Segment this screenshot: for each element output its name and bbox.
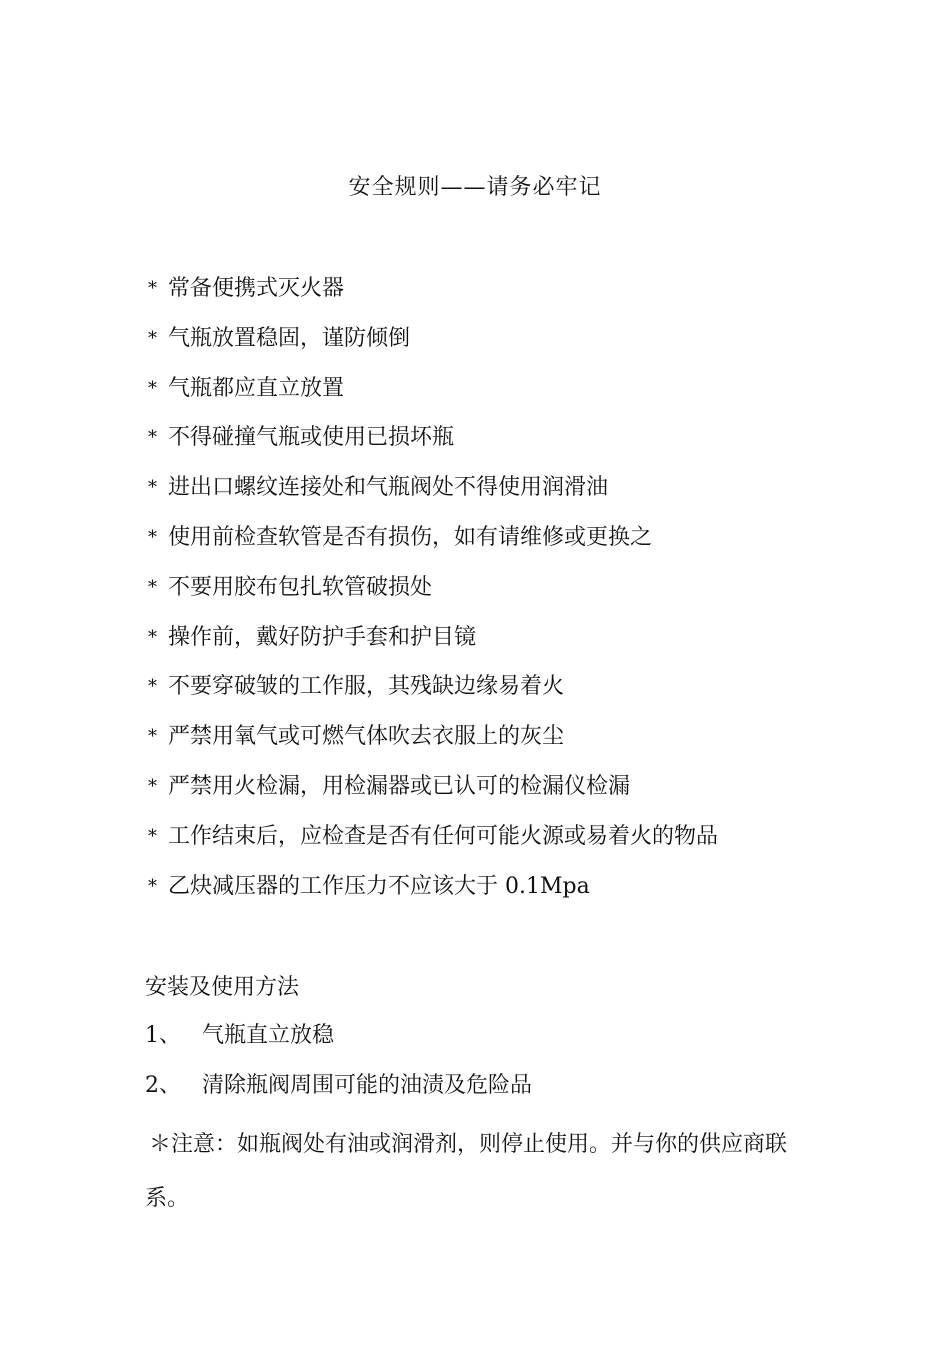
rule-item	[148, 471, 718, 521]
rule-text: 严禁用火检漏，用检漏器或已认可的检漏仪检漏	[168, 773, 631, 799]
rule-item	[148, 720, 718, 770]
rule-item	[148, 670, 718, 720]
rule-text: 气瓶都应直立放置	[168, 375, 345, 401]
step-text: 气瓶直立放稳	[202, 1023, 335, 1048]
safety-rules-list	[148, 272, 718, 919]
rule-text: 严禁用氧气或可燃气体吹去衣服上的灰尘	[168, 724, 565, 750]
bullet-star: *	[148, 327, 157, 349]
bullet-star: *	[148, 576, 157, 598]
installation-steps-list	[145, 1018, 532, 1118]
bullet-star: *	[148, 775, 157, 797]
bullet-star: *	[148, 427, 157, 449]
step-number: 1、	[145, 1023, 181, 1048]
rule-item	[148, 571, 718, 621]
bullet-star: *	[148, 825, 157, 847]
rule-item	[148, 621, 718, 671]
bullet-star: *	[148, 726, 157, 748]
rule-item	[148, 770, 718, 820]
rule-item	[148, 421, 718, 471]
bullet-star: *	[148, 626, 157, 648]
rule-text: 不要穿破皱的工作服，其残缺边缘易着火	[168, 674, 565, 700]
rule-item	[148, 272, 718, 322]
bullet-star: *	[148, 526, 157, 548]
rule-item	[148, 521, 718, 571]
document-title: 安全规则——请务必牢记	[348, 175, 602, 200]
step-item	[145, 1068, 532, 1118]
step-number: 2、	[145, 1073, 181, 1098]
bullet-star: *	[148, 278, 157, 299]
rule-text: 气瓶放置稳固，谨防倾倒	[168, 325, 411, 351]
rule-item	[148, 372, 718, 422]
rule-item	[148, 322, 718, 372]
rule-item	[148, 820, 718, 870]
rule-text: 使用前检查软管是否有损伤，如有请维修或更换之	[168, 524, 653, 550]
rule-text: 常备便携式灭火器	[168, 276, 345, 301]
rule-text: 操作前，戴好防护手套和护目镜	[168, 624, 477, 650]
rule-item	[148, 870, 718, 920]
note-paragraph: ＊注意：如瓶阀处有油或润滑剂，则停止使用。并与你的供应商联系。	[145, 1132, 788, 1211]
rule-text: 进出口螺纹连接处和气瓶阀处不得使用润滑油	[168, 475, 609, 501]
rule-text: 乙炔减压器的工作压力不应该大于 0.1Mpa	[168, 873, 590, 899]
section-title: 安装及使用方法	[145, 975, 300, 1000]
bullet-star: *	[148, 875, 157, 897]
bullet-star: *	[148, 676, 157, 698]
bullet-star: *	[148, 477, 157, 499]
rule-text: 工作结束后，应检查是否有任何可能火源或易着火的物品	[168, 823, 719, 849]
step-item	[145, 1018, 532, 1068]
rule-text: 不得碰撞气瓶或使用已损坏瓶	[168, 425, 455, 451]
step-text: 清除瓶阀周围可能的油渍及危险品	[202, 1073, 533, 1098]
rule-text: 不要用胶布包扎软管破损处	[168, 574, 433, 600]
bullet-star: *	[148, 377, 157, 399]
